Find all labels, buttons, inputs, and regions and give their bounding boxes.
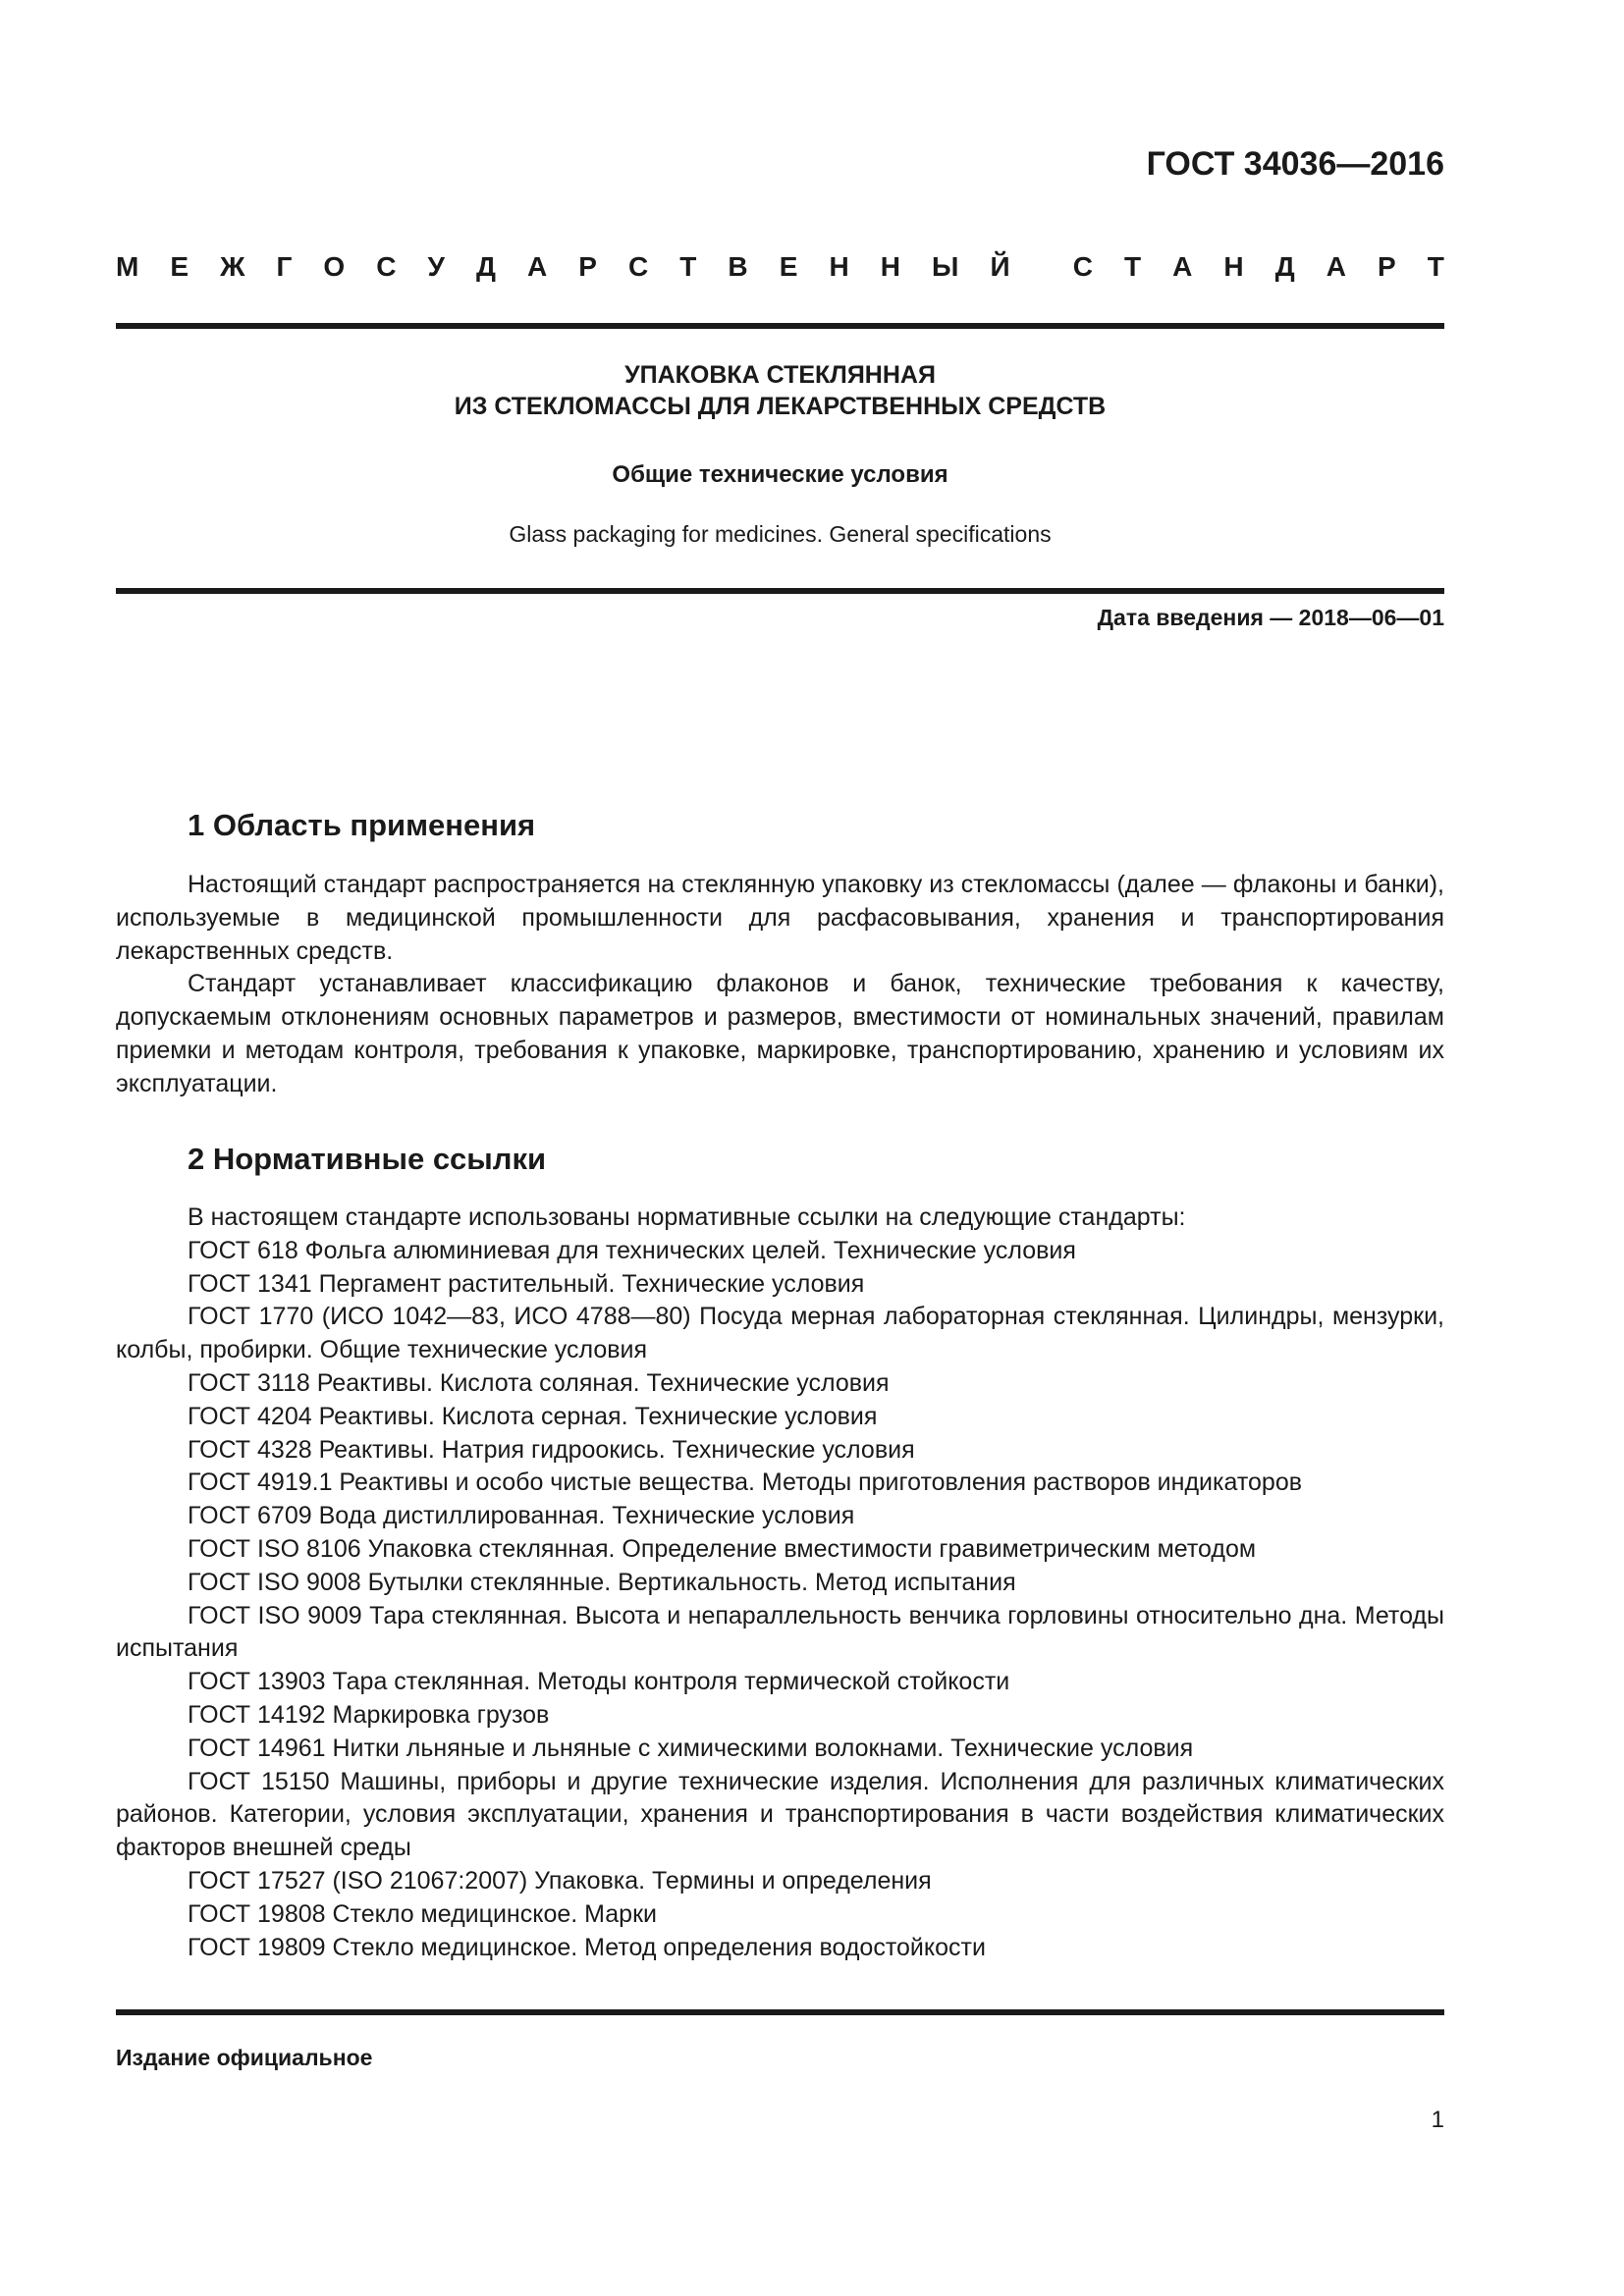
reference-item: ГОСТ 19809 Стекло медицинское. Метод определения водостойкости (188, 1933, 986, 1961)
reference-item: ГОСТ 15150 Машины, приборы и другие технические изделия. Исполнения для различных климатических районов. Категории, условия эксплуатации, хранения и транспортирования в части воздействия климатических факторов внешней среды (116, 1767, 1444, 1862)
paragraph: Настоящий стандарт распространяется на стеклянную упаковку из стекломассы (далее — флаконы и банки), используемые в медицинской промышленности для расфасовывания, хранения и транспортирования лекарственных средств. (116, 871, 1444, 965)
standard-type-letter: С (627, 251, 649, 282)
introduction-date: Дата введения — 2018—06—01 (1097, 605, 1444, 630)
standard-type-letter: Е (170, 251, 189, 282)
standard-type-letter: Р (578, 251, 597, 282)
standard-type-letter: Р (1377, 251, 1396, 282)
reference-item: ГОСТ 14192 Маркировка грузов (188, 1700, 550, 1729)
paragraph: Стандарт устанавливает классификацию флаконов и банок, технические требования к качеству, допускаемым отклонениям основных параметров и размеров, вместимости от номинальных значений, правилам приемки и методам контроля, требования к упаковке, маркировке, транспортированию, хранению и условиям их эксплуатации. (116, 970, 1444, 1097)
standard-type-letter: У (427, 251, 445, 282)
reference-item: ГОСТ 1341 Пергамент растительный. Технические условия (188, 1269, 865, 1298)
reference-item: ГОСТ ISO 9008 Бутылки стеклянные. Вертикальность. Метод испытания (188, 1568, 1016, 1596)
standard-type-letter: Н (1223, 251, 1244, 282)
standard-type-letter: Ы (932, 251, 959, 282)
reference-item: ГОСТ 13903 Тара стеклянная. Методы контроля термической стойкости (188, 1668, 1010, 1696)
standard-type-letter: О (323, 251, 346, 282)
standard-type-letter: С (376, 251, 397, 282)
reference-item: ГОСТ 4328 Реактивы. Натрия гидроокись. Технические условия (188, 1435, 915, 1464)
section-1-heading: 1 Область применения (188, 808, 536, 842)
title-divider (116, 588, 1444, 594)
standard-type-letter: А (1172, 251, 1193, 282)
standard-type-letter: В (728, 251, 748, 282)
document-number: ГОСТ 34036—2016 (1146, 145, 1444, 183)
reference-item: ГОСТ ISO 9009 Тара стеклянная. Высота и непараллельность венчика горловины относительно дна. Методы испытания (116, 1601, 1444, 1663)
standard-type-letter: Т (1427, 251, 1444, 282)
page-number: 1 (1431, 2107, 1444, 2133)
standard-type-letter: Н (829, 251, 849, 282)
standard-type-letter: Н (880, 251, 900, 282)
standard-type-letter: Т (679, 251, 697, 282)
section-2-body (116, 1201, 1444, 1964)
reference-item: ГОСТ 618 Фольга алюминиевая для технических целей. Технические условия (188, 1236, 1076, 1264)
section-2-heading: 2 Нормативные ссылки (188, 1142, 547, 1176)
reference-item: ГОСТ 6709 Вода дистиллированная. Технические условия (188, 1502, 855, 1530)
standard-type-letter: Д (1274, 251, 1295, 282)
standard-type-letter: Е (779, 251, 798, 282)
standard-type-letter: Й (990, 251, 1010, 282)
standard-type-letter: С (1072, 251, 1093, 282)
standard-type-letter: Т (1123, 251, 1142, 282)
reference-item: ГОСТ 1770 (ИСО 1042—83, ИСО 4788—80) Посуда мерная лабораторная стеклянная. Цилиндры, мензурки, колбы, пробирки. Общие технические условия (116, 1303, 1444, 1364)
reference-intro: В настоящем стандарте использованы нормативные ссылки на следующие стандарты: (188, 1203, 1186, 1231)
standard-type-letter: М (116, 251, 139, 282)
reference-item: ГОСТ 3118 Реактивы. Кислота соляная. Технические условия (188, 1368, 890, 1397)
document-title-line-2: ИЗ СТЕКЛОМАССЫ ДЛЯ ЛЕКАРСТВЕННЫХ СРЕДСТВ (454, 393, 1107, 420)
edition-label: Издание официальное (116, 2045, 373, 2070)
reference-item: ГОСТ 17527 (ISO 21067:2007) Упаковка. Термины и определения (188, 1866, 932, 1895)
section-1-body (116, 869, 1444, 1101)
reference-item: ГОСТ 4919.1 Реактивы и особо чистые вещества. Методы приготовления растворов индикаторов (188, 1468, 1302, 1497)
reference-item: ГОСТ 19808 Стекло медицинское. Марки (188, 1899, 657, 1928)
standard-type-letter: А (526, 251, 548, 282)
standard-type-letter: Д (475, 251, 496, 282)
standard-type-letter: Г (276, 251, 293, 282)
document-subtitle: Общие технические условия (612, 461, 948, 488)
english-title: Glass packaging for medicines. General specifications (509, 521, 1052, 547)
footer-divider (116, 2009, 1444, 2015)
standard-type-letter: Ж (220, 251, 245, 282)
standard-type-heading (116, 251, 1444, 283)
standard-type-letter: А (1326, 251, 1346, 282)
reference-item: ГОСТ 4204 Реактивы. Кислота серная. Технические условия (188, 1402, 878, 1430)
top-divider (116, 323, 1444, 329)
reference-item: ГОСТ 14961 Нитки льняные и льняные с химическими волокнами. Технические условия (188, 1734, 1194, 1762)
reference-item: ГОСТ ISO 8106 Упаковка стеклянная. Определение вместимости гравиметрическим методом (188, 1534, 1257, 1563)
document-title-line-1: УПАКОВКА СТЕКЛЯННАЯ (624, 361, 936, 389)
